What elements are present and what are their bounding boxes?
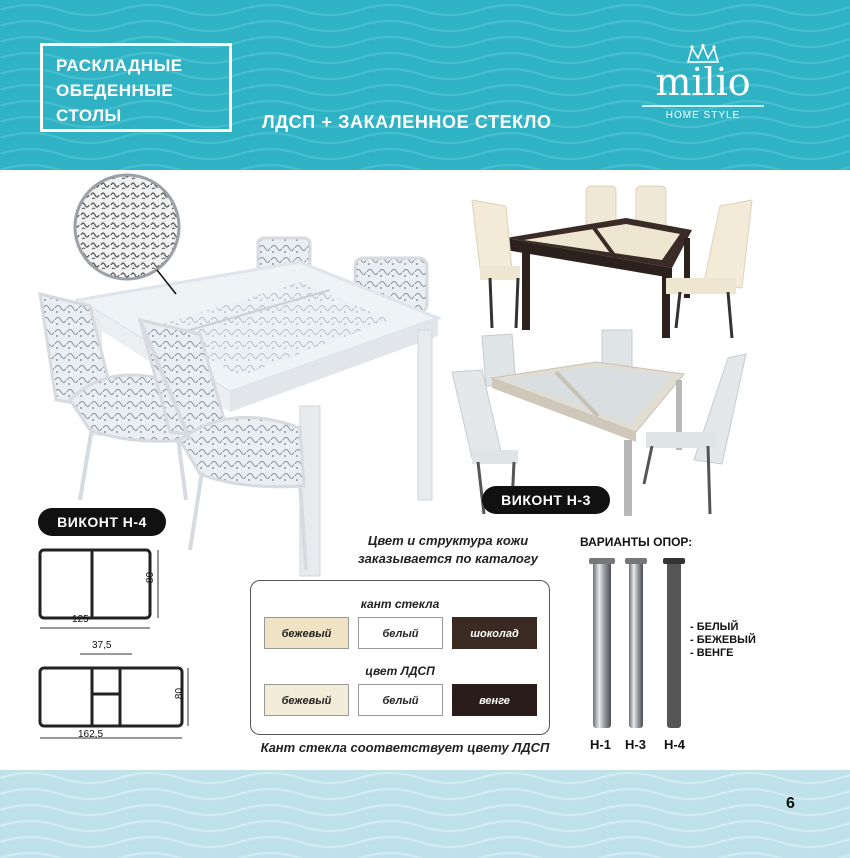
brand-tagline: HOME STYLE bbox=[665, 110, 741, 121]
wenge-table-illustration bbox=[466, 178, 766, 338]
product-label-h4: ВИКОНТ Н-4 bbox=[38, 508, 166, 536]
support-color-white: - БЕЛЫЙ bbox=[690, 621, 739, 633]
closed-width-dim: 125 bbox=[72, 614, 89, 625]
leather-note-line-1: Цвет и структура кожи bbox=[367, 533, 529, 548]
swatch-ldsp-beige: бежевый bbox=[264, 684, 349, 716]
title-line-3: СТОЛЫ bbox=[56, 106, 122, 125]
support-legs-illustration bbox=[585, 556, 695, 736]
footer-wave-pattern bbox=[0, 770, 850, 858]
brand-logo: milio bbox=[655, 60, 751, 104]
swatch-glass-white: белый bbox=[358, 617, 443, 649]
leather-note-line-2: заказывается по каталогу bbox=[357, 551, 539, 566]
supports-title: ВАРИАНТЫ ОПОР: bbox=[580, 535, 693, 549]
swatch-ldsp-white: белый bbox=[358, 684, 443, 716]
swatch-glass-beige: бежевый bbox=[264, 617, 349, 649]
product-label-h3: ВИКОНТ Н-3 bbox=[482, 486, 610, 514]
leg-label-h4: Н-4 bbox=[664, 737, 685, 752]
subtitle: ЛДСП + ЗАКАЛЕННОЕ СТЕКЛО bbox=[262, 112, 552, 132]
insert-width-dim: 37,5 bbox=[92, 640, 112, 651]
title-line-1: РАСКЛАДНЫЕ bbox=[56, 56, 183, 75]
support-colors bbox=[690, 621, 756, 660]
support-color-wenge: - ВЕНГЕ bbox=[690, 647, 734, 659]
swatch-ldsp-wenge: венге bbox=[452, 684, 537, 716]
leg-label-h1: Н-1 bbox=[590, 737, 611, 752]
footer-band bbox=[0, 770, 850, 858]
title-box bbox=[40, 43, 232, 132]
page-number: 6 bbox=[786, 795, 795, 812]
title-line-2: ОБЕДЕННЫЕ bbox=[56, 81, 174, 100]
open-height-dim: 80 bbox=[174, 687, 186, 700]
dimension-diagrams bbox=[30, 540, 200, 748]
open-width-dim: 162,5 bbox=[78, 729, 104, 740]
support-color-beige: - БЕЖЕВЫЙ bbox=[690, 634, 756, 646]
glass-edge-title: кант стекла bbox=[360, 597, 440, 611]
leather-note bbox=[348, 532, 548, 568]
edge-note: Кант стекла соответствует цвету ЛДСП bbox=[260, 740, 550, 755]
leg-label-h3: Н-3 bbox=[625, 737, 646, 752]
ldsp-color-title: цвет ЛДСП bbox=[365, 664, 435, 678]
swatch-glass-chocolate: шоколад bbox=[452, 617, 537, 649]
closed-height-dim: 80 bbox=[145, 571, 157, 584]
